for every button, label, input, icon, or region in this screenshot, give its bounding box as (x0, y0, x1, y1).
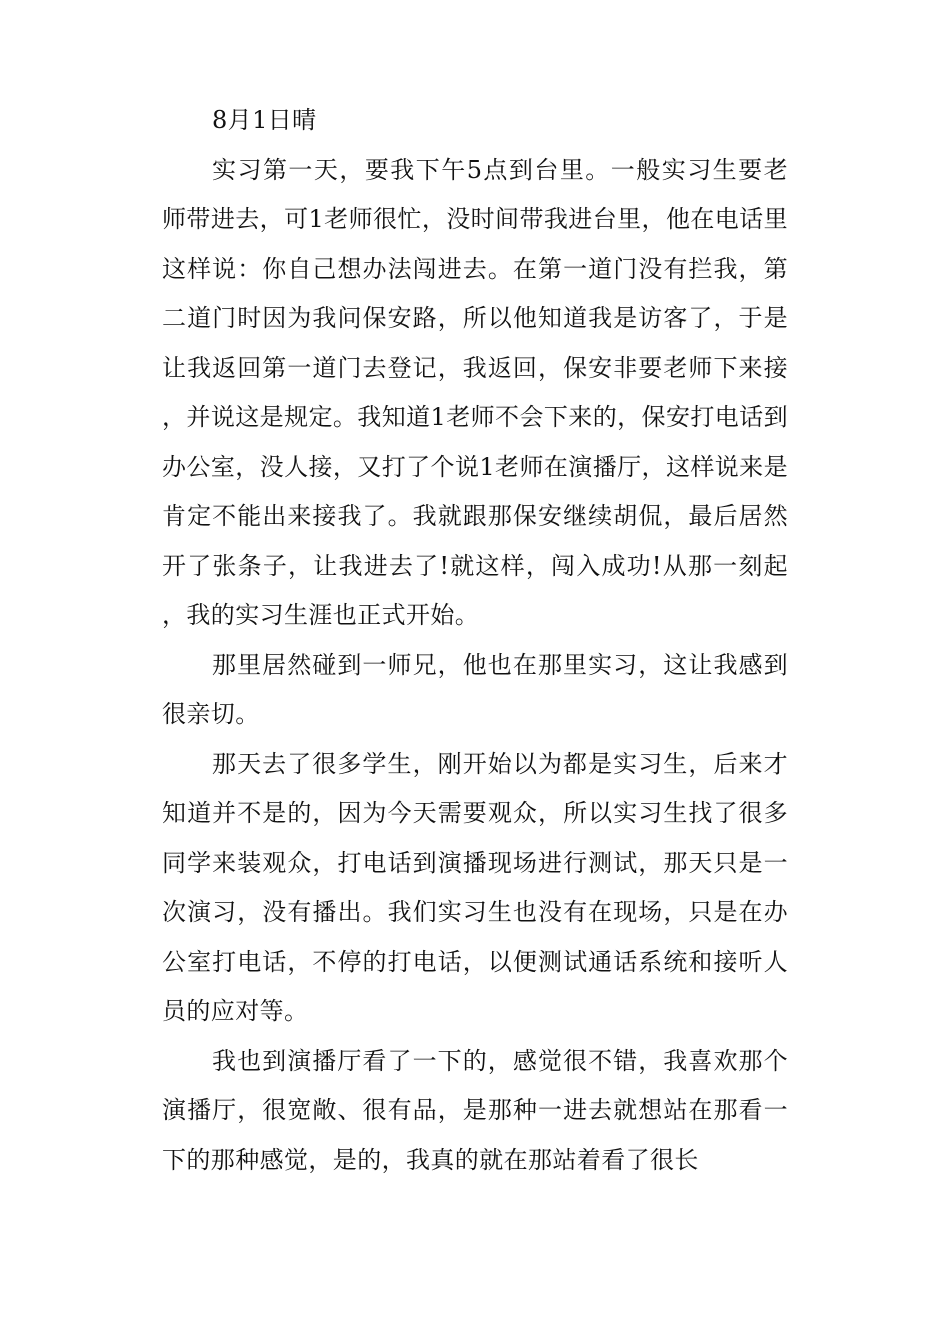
diary-date-heading: 8月1日晴 (212, 106, 317, 134)
paragraph-first-day: 实习第一天，要我下午5点到台里。一般实习生要老师带进去，可1老师很忙，没时间带我进台里，他在电话里这样说：你自己想办法闯进去。在第一道门没有拦我，第二道门时因为我问保安路，所以他知道我是访客了，于是让我返回第一道门去登记，我返回，保安非要老师下来接，并说这是规定。我知道1老师不会下来的，保安打电话到办公室，没人接，又打了个说1老师在演播厅，这样说来是肯定不能出来接我了。我就跟那保安继续胡侃，最后居然开了张条子，让我进去了!就这样，闯入成功!从那一刻起，我的实习生涯也正式开始。 (162, 155, 788, 629)
paragraph-rehearsal: 那天去了很多学生，刚开始以为都是实习生，后来才知道并不是的，因为今天需要观众，所以实习生找了很多同学来装观众，打电话到演播现场进行测试，那天只是一次演习，没有播出。我们实习生也没有在现场，只是在办公室打电话，不停的打电话，以便测试通话系统和接听人员的应对等。 (162, 749, 788, 1025)
document-page (162, 96, 788, 1185)
paragraph-studio: 我也到演播厅看了一下的，感觉很不错，我喜欢那个演播厅，很宽敞、很有品，是那种一进去就想站在那看一下的那种感觉，是的，我真的就在那站着看了很长 (162, 1046, 788, 1174)
paragraph-senior-classmate: 那里居然碰到一师兄，他也在那里实习，这让我感到很亲切。 (162, 650, 788, 728)
